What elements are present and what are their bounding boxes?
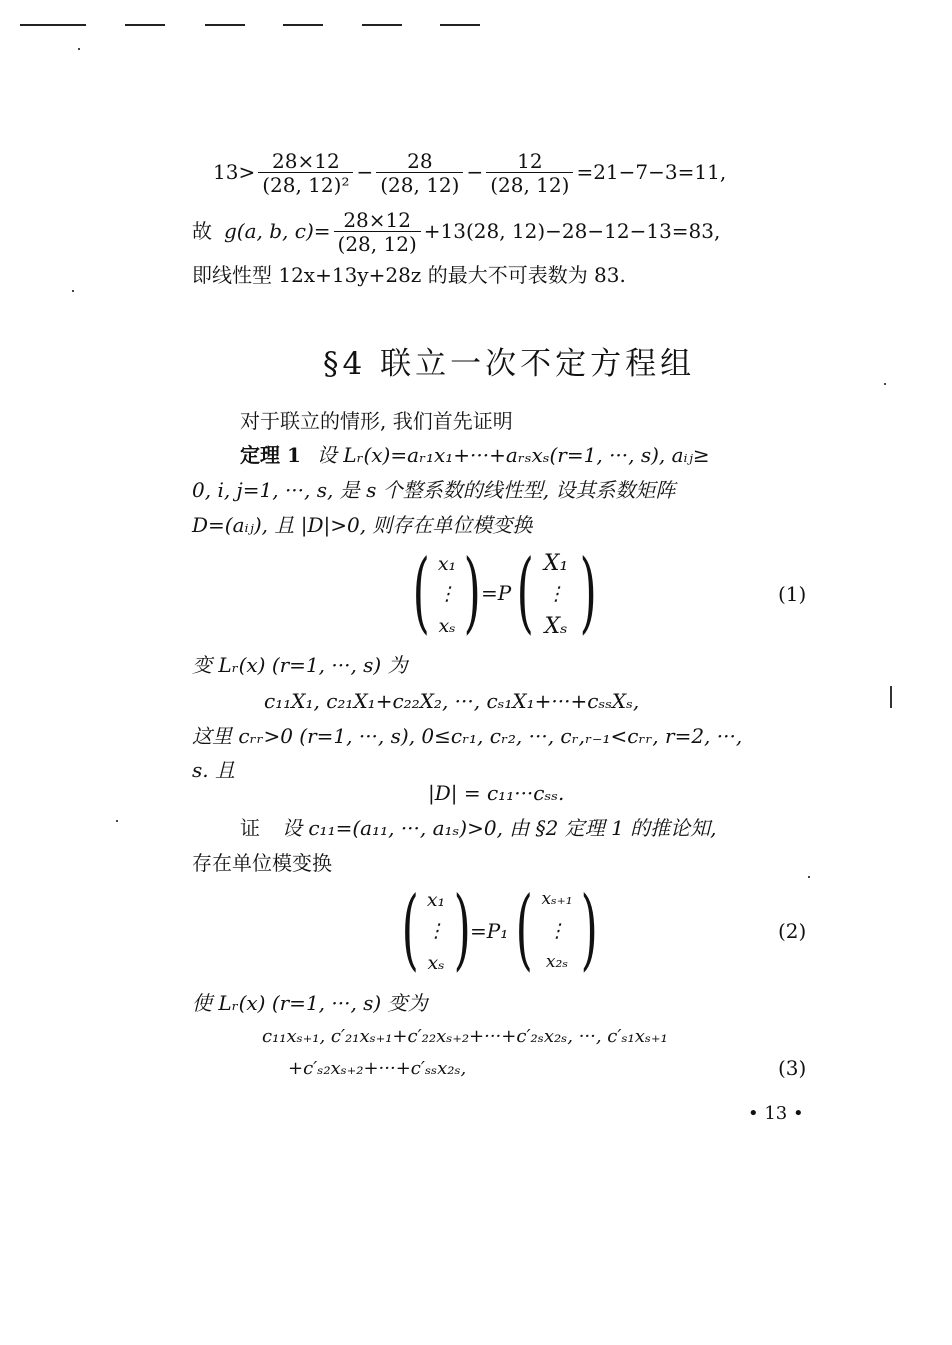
fraction-2-numerator: 28: [376, 150, 463, 173]
g-fraction: [334, 209, 421, 256]
right-paren: ): [580, 877, 598, 980]
matrix-cell: ⋮: [437, 583, 457, 605]
matrix-cell: Xₛ: [544, 614, 568, 639]
theorem-line-1: [240, 442, 710, 468]
equation-3-line-2: +c′ₛ₂xₛ₊₂+···+c′ₛₛx₂ₛ,: [288, 1058, 467, 1079]
transform-line: 变 Lᵣ(x) (r=1, ···, s) 为: [192, 653, 408, 677]
equation-number-3: (3): [778, 1056, 807, 1080]
fraction-2-denominator: (28, 12): [380, 173, 460, 197]
equation-3-line-1: c₁₁xₛ₊₁, c′₂₁xₛ₊₁+c′₂₂xₛ₊₂+···+c′₂ₛx₂ₛ, ···, c′ₛ₁xₛ₊₁: [262, 1026, 668, 1047]
scan-speck: [116, 820, 118, 822]
theorem-text-1: 设 Lᵣ(x)=aᵣ₁x₁+···+aᵣₛxₛ(r=1, ···, s), aᵢⱼ≥: [316, 443, 710, 467]
matrix-operator: =P: [481, 581, 512, 605]
matrix-cell: X₁: [543, 551, 569, 576]
g-function: g(a, b, c)=: [224, 219, 331, 243]
right-paren: ): [579, 540, 597, 643]
header-dash: [125, 24, 165, 26]
g-equation-lead: 故: [192, 219, 212, 243]
matrix-cell: ⋮: [426, 920, 446, 942]
proof-text-1: 设 c₁₁=(a₁₁, ···, a₁ₛ)>0, 由 §2 定理 1 的推论知,: [282, 816, 717, 840]
g-equation-line: [192, 203, 720, 259]
becomes-line: 使 Lᵣ(x) (r=1, ···, s) 变为: [192, 991, 428, 1015]
fraction-3: [486, 150, 573, 197]
g-fraction-denominator: (28, 12): [337, 232, 417, 256]
proof-label: 证: [240, 816, 260, 840]
header-dash: [20, 24, 86, 26]
section-title: §4 联立一次不定方程组: [323, 346, 696, 382]
fraction-3-numerator: 12: [486, 150, 573, 173]
left-paren: (: [516, 540, 534, 643]
inequality-line: [213, 144, 726, 200]
conditions-line: 这里 cᵣᵣ>0 (r=1, ···, s), 0≤cᵣ₁, cᵣ₂, ···, cᵣ,ᵣ₋₁<cᵣᵣ, r=2, ···,: [192, 724, 743, 748]
header-dash: [362, 24, 402, 26]
fraction-1-denominator: (28, 12)²: [262, 173, 350, 197]
proof-line-2: 存在单位模变换: [192, 851, 332, 875]
header-dash: [440, 24, 480, 26]
header-dash: [205, 24, 245, 26]
equation-number-1: (1): [778, 582, 807, 606]
right-paren: ): [453, 877, 471, 980]
theorem-line-3: D=(aᵢⱼ), 且 |D|>0, 则存在单位模变换: [192, 513, 533, 537]
forms-line: c₁₁X₁, c₂₁X₁+c₂₂X₂, ···, cₛ₁X₁+···+cₛₛXₛ,: [264, 689, 640, 713]
determinant-line: |D| = c₁₁···cₛₛ.: [428, 781, 565, 805]
g-fraction-numerator: 28×12: [334, 209, 421, 232]
s-line: s. 且: [192, 758, 235, 782]
minus-sign: −: [466, 160, 484, 184]
inequality-tail: =21−7−3=11,: [576, 160, 727, 184]
result-line: 即线性型 12x+13y+28z 的最大不可表数为 83.: [192, 263, 626, 287]
proof-line-1: [240, 815, 717, 841]
matrix-cell: x₁: [426, 889, 446, 911]
matrix-cell: xₛ: [427, 952, 445, 974]
theorem-line-2: 0, i, j=1, ···, s, 是 s 个整系数的线性型, 设其系数矩阵: [192, 478, 676, 502]
left-paren: (: [515, 877, 533, 980]
page-number: • 13 •: [748, 1103, 804, 1124]
left-paren: (: [401, 877, 419, 980]
equation-number-2: (2): [778, 919, 807, 943]
minus-sign: −: [356, 160, 374, 184]
matrix-cell: x₂ₛ: [545, 952, 569, 972]
scan-speck: [884, 383, 886, 385]
matrix-cell: ⋮: [547, 920, 567, 942]
g-equation-tail: +13(28, 12)−28−12−13=83,: [423, 219, 721, 243]
matrix-cell: x₁: [437, 553, 457, 575]
fraction-2: [376, 150, 463, 197]
left-paren: (: [412, 540, 430, 643]
theorem-label: 定理 1: [240, 443, 301, 467]
matrix-cell: ⋮: [546, 583, 566, 605]
scan-speck: [78, 48, 80, 50]
right-paren: ): [463, 540, 481, 643]
scan-speck: [808, 876, 810, 878]
scan-mark: [890, 686, 892, 708]
matrix-cell: xₛ₊₁: [541, 889, 573, 909]
fraction-1-numerator: 28×12: [258, 150, 353, 173]
fraction-3-denominator: (28, 12): [490, 173, 570, 197]
matrix-cell: xₛ: [438, 615, 456, 637]
header-dash: [283, 24, 323, 26]
fraction-1: [258, 150, 353, 197]
matrix-operator: =P₁: [470, 919, 509, 943]
inequality-lead: 13>: [213, 160, 256, 184]
intro-line: 对于联立的情形, 我们首先证明: [240, 409, 513, 433]
scan-speck: [72, 290, 74, 292]
